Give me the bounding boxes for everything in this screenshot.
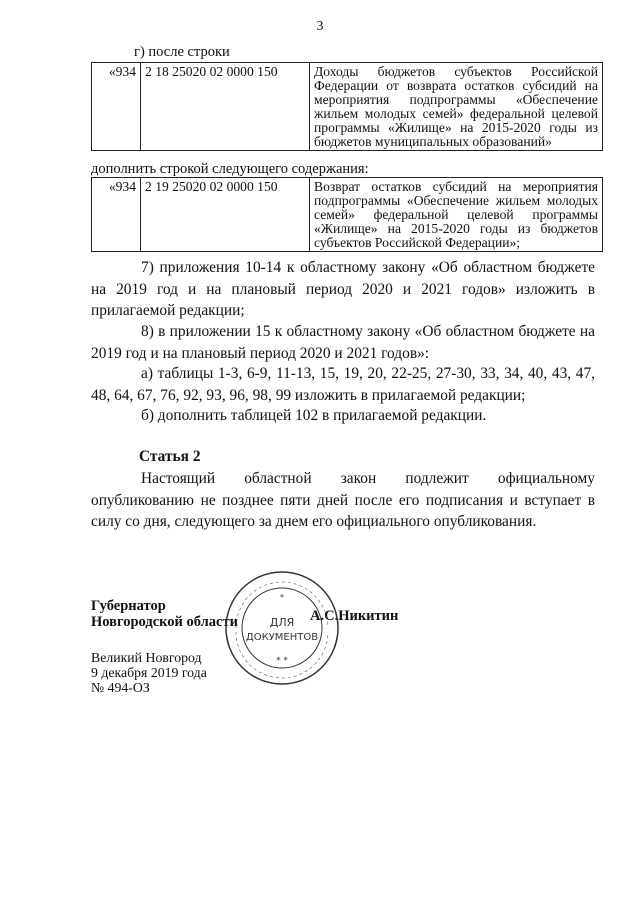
supplement-text: дополнить строкой следующего содержания: <box>91 161 369 177</box>
seal-text-line1: ДЛЯ <box>269 616 295 629</box>
article-2-text: Настоящий областной закон подлежит официальному опубликованию не позднее пяти дней после его подписания и вступает в силу со дня, следующего за днем его официального опубликования. <box>91 470 595 530</box>
table-row <box>92 63 603 151</box>
paragraph-8b: б) дополнить таблицей 102 в прилагаемой редакции. <box>141 407 487 424</box>
svg-text:* *: * * <box>276 656 288 666</box>
description-cell: Доходы бюджетов субъектов Российской Федерации от возврата остатков субсидий на мероприятия подпрограммы «Обеспечение жильем молодых семей» федеральной целевой программы «Жилище» на 2015-2020 годы из бюджетов муниципальных образований» <box>310 63 603 151</box>
budget-row-table-2 <box>91 177 603 252</box>
seal-text-line2: ДОКУМЕНТОВ <box>245 632 319 643</box>
signature-title-line1: Губернатор <box>91 598 166 614</box>
signature-title-line2: Новгородской области <box>91 614 238 630</box>
page-number: 3 <box>316 19 324 34</box>
paragraph-8: 8) в приложении 15 к областному закону «Об областном бюджете на 2019 год и на плановый период 2020 и 2021 годов»: <box>91 323 595 362</box>
article-2-heading: Статья 2 <box>139 448 201 465</box>
table-row <box>92 178 603 252</box>
footer-date: 9 декабря 2019 года <box>91 665 207 680</box>
paragraph-7: 7) приложения 10-14 к областному закону «Об областном бюджете на 2019 год и на плановый период 2020 и 2021 годов» изложить в прилагаемой редакции; <box>91 259 595 319</box>
code-cell: «934 <box>92 178 141 252</box>
footer-city: Великий Новгород <box>91 650 202 665</box>
budget-row-table-1 <box>91 62 603 151</box>
kbk-cell: 2 19 25020 02 0000 150 <box>141 178 310 252</box>
svg-text:*: * <box>280 593 284 602</box>
description-cell: Возврат остатков субсидий на мероприятия подпрограммы «Обеспечение жильем молодых семей» федеральной целевой программы «Жилище» на 2015-2020 годы из бюджетов субъектов Российской Федерации»; <box>310 178 603 252</box>
code-cell: «934 <box>92 63 141 151</box>
item-g-label: г) после строки <box>134 44 230 60</box>
footer-number: № 494-ОЗ <box>91 680 150 695</box>
official-seal <box>222 568 342 688</box>
paragraph-8a: а) таблицы 1-3, 6-9, 11-13, 15, 19, 20, 22-25, 27-30, 33, 34, 40, 43, 47, 48, 64, 67, 76, 92, 93, 96, 98, 99 изложить в прилагаемой редакции; <box>91 365 595 404</box>
seal-icon <box>222 568 342 688</box>
signatory-name: А.С.Никитин <box>310 608 399 624</box>
kbk-cell: 2 18 25020 02 0000 150 <box>141 63 310 151</box>
